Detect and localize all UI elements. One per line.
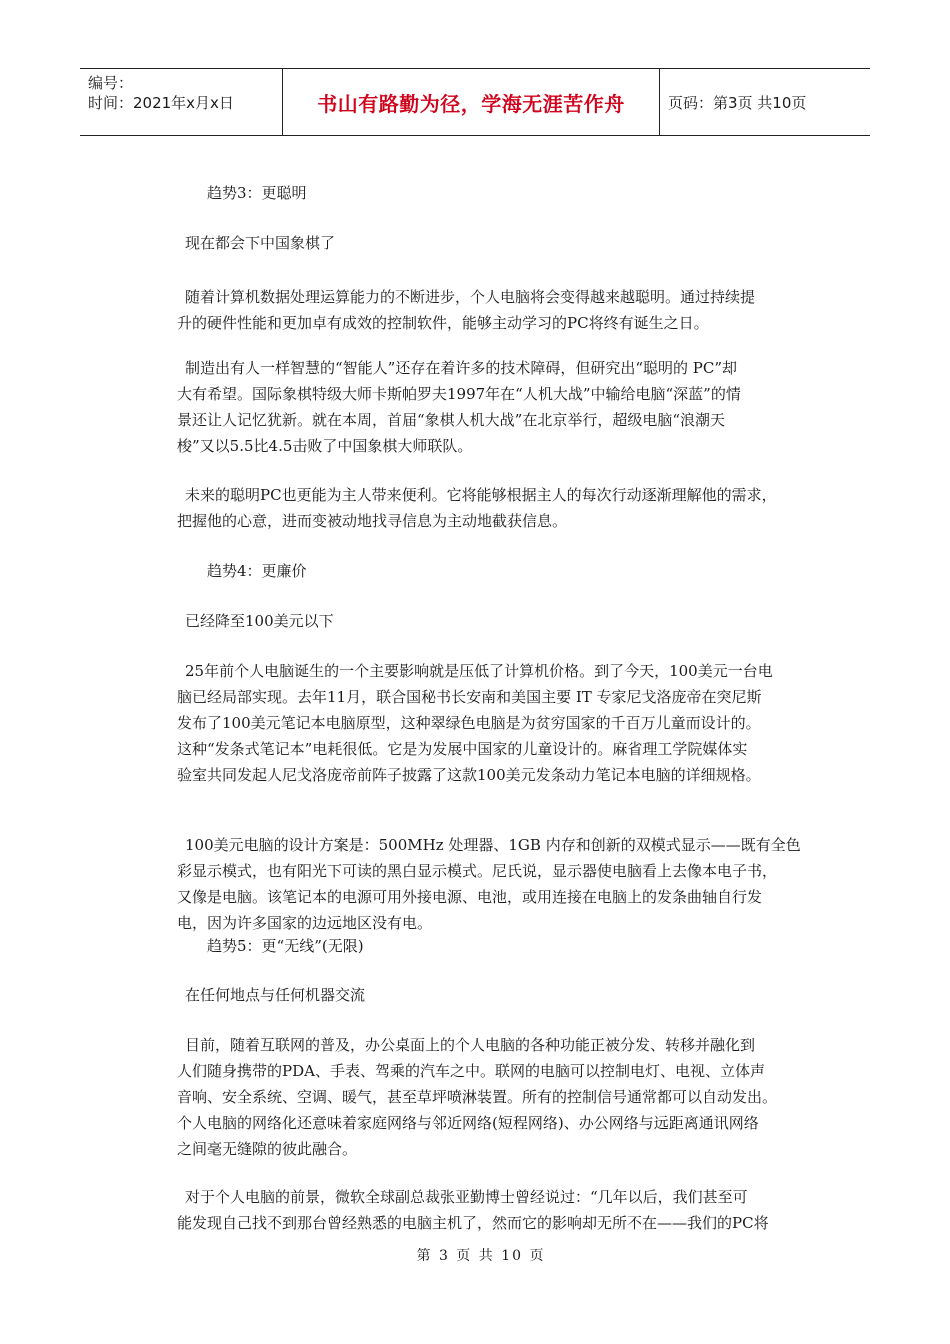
paragraph-line: 梭”又以5.5比4.5击败了中国象棋大师联队。 <box>177 437 473 455</box>
subheading: 在任何地点与任何机器交流 <box>185 986 366 1004</box>
paragraph-line: 升的硬件性能和更加卓有成效的控制软件，能够主动学习的PC将终有诞生之日。 <box>177 314 709 332</box>
subheading: 已经降至100美元以下 <box>185 612 334 630</box>
paragraph-line: 把握他的心意，进而变被动地找寻信息为主动地截获信息。 <box>177 512 568 530</box>
paragraph-line: 能发现自己找不到那台曾经熟悉的电脑主机了，然而它的影响却无所不在——我们的PC将 <box>177 1214 769 1232</box>
paragraph-line: 目前，随着互联网的普及，办公桌面上的个人电脑的各种功能正被分发、转移并融化到 <box>185 1036 756 1054</box>
header-page-info-cell <box>660 69 870 135</box>
paragraph-line: 发布了100美元笔记本电脑原型，这种翠绿色电脑是为贫穷国家的千百万儿童而设计的。 <box>177 714 761 732</box>
paragraph-line: 音响、安全系统、空调、暖气，甚至草坪喷淋装置。所有的控制信号通常都可以自动发出。 <box>177 1088 778 1106</box>
header-motto: 书山有路勤为径，学海无涯苦作舟 <box>317 91 625 116</box>
paragraph-line: 景还让人记忆犹新。就在本周，首届“象棋人机大战”在北京举行，超级电脑“浪潮天 <box>177 411 726 429</box>
section-heading-trend-3: 趋势3：更聪明 <box>207 184 307 202</box>
paragraph-line: 电，因为许多国家的边远地区没有电。 <box>177 914 433 932</box>
paragraph-line: 25年前个人电脑诞生的一个主要影响就是压低了计算机价格。到了今天，100美元一台电 <box>185 662 773 680</box>
paragraph-line: 未来的聪明PC也更能为主人带来便利。它将能够根据主人的每次行动逐渐理解他的需求， <box>185 486 777 504</box>
paragraph-line: 验室共同发起人尼戈洛庞帝前阵子披露了这款100美元发条动力笔记本电脑的详细规格。 <box>177 766 761 784</box>
paragraph-line: 100美元电脑的设计方案是：500MHz 处理器、1GB 内存和创新的双模式显示——既有全色 <box>185 836 801 854</box>
paragraph-line: 脑已经局部实现。去年11月，联合国秘书长安南和美国主要 IT 专家尼戈洛庞帝在突尼斯 <box>177 688 762 706</box>
page-footer <box>0 1245 950 1265</box>
footer-page-number: 第 3 页 共 10 页 <box>416 1248 546 1264</box>
section-heading-trend-4: 趋势4：更廉价 <box>207 562 307 580</box>
header-page-info: 页码：第3页 共10页 <box>668 93 807 112</box>
paragraph-line: 之间毫无缝隙的彼此融合。 <box>177 1140 358 1158</box>
document-number-label: 编号： <box>88 74 134 92</box>
document-time-label: 时间：2021年x月x日 <box>88 94 234 112</box>
header-motto-cell <box>282 69 660 135</box>
page-header <box>80 68 870 136</box>
paragraph-line: 这种“发条式笔记本”电耗很低。它是为发展中国家的儿童设计的。麻省理工学院媒体实 <box>177 740 748 758</box>
paragraph-line: 彩显示模式，也有阳光下可读的黑白显示模式。尼氏说，显示器使电脑看上去像本电子书， <box>177 862 778 880</box>
paragraph-line: 大有希望。国际象棋特级大师卡斯帕罗夫1997年在“人机大战”中输给电脑“深蓝”的情 <box>177 385 741 403</box>
paragraph-line: 制造出有人一样智慧的“智能人”还存在着许多的技术障碍，但研究出“聪明的 PC”却 <box>185 359 738 377</box>
header-meta <box>80 69 282 135</box>
paragraph-line: 个人电脑的网络化还意味着家庭网络与邻近网络(短程网络)、办公网络与远距离通讯网络 <box>177 1114 759 1132</box>
paragraph-line: 对于个人电脑的前景，微软全球副总裁张亚勤博士曾经说过：“几年以后，我们甚至可 <box>185 1188 748 1206</box>
paragraph-line: 随着计算机数据处理运算能力的不断进步，个人电脑将会变得越来越聪明。通过持续提 <box>185 288 756 306</box>
paragraph-line: 人们随身携带的PDA、手表、驾乘的汽车之中。联网的电脑可以控制电灯、电视、立体声 <box>177 1062 765 1080</box>
paragraph-line: 又像是电脑。该笔记本的电源可用外接电源、电池，或用连接在电脑上的发条曲轴自行发 <box>177 888 763 906</box>
subheading: 现在都会下中国象棋了 <box>185 234 336 252</box>
section-heading-trend-5: 趋势5：更“无线”(无限) <box>207 937 364 955</box>
